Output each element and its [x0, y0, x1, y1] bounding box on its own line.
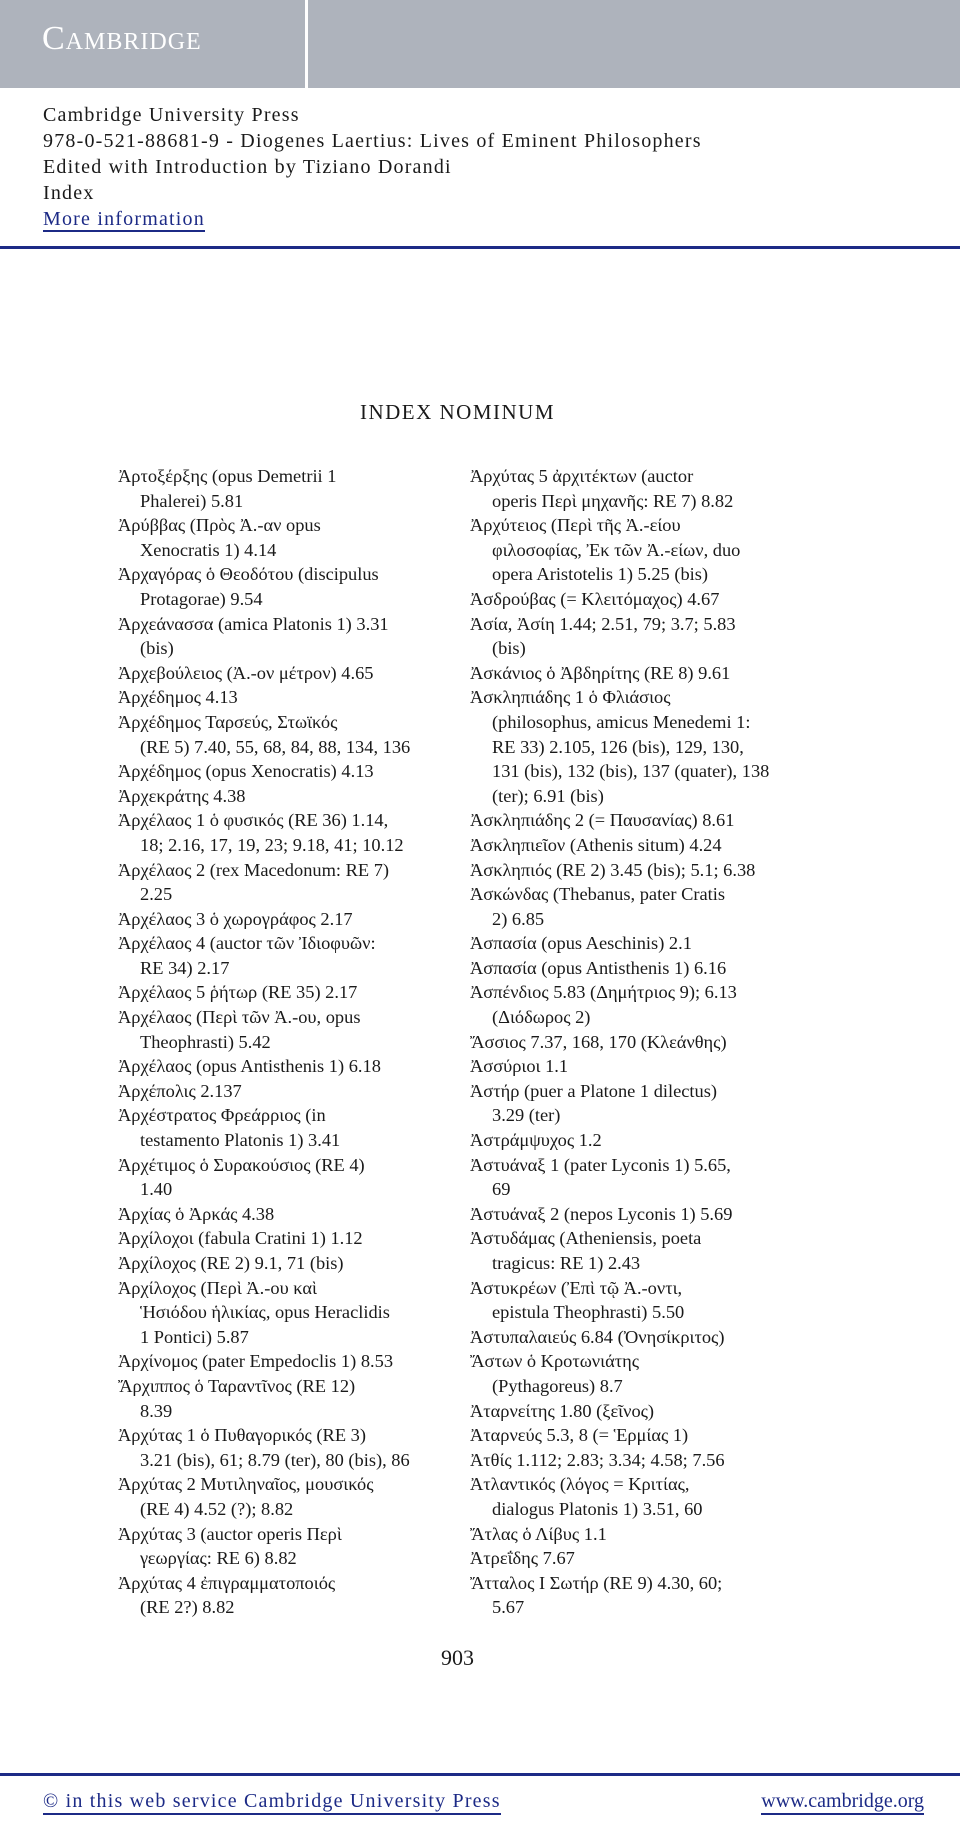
index-entry-line: Ἀρτοξέρξης (opus Demetrii 1 [118, 466, 337, 486]
index-entry-line: Ἀρύββας (Πρὸς Ἀ.-αν opus [118, 515, 321, 536]
index-entry-line: Ἀτλαντικός (λόγος = Κριτίας, [470, 1474, 690, 1495]
index-entry-line: Ἀρχύτας 2 Μυτιληναῖος, μουσικός [118, 1474, 374, 1495]
index-entry-line: Ἀσκληπιεῖον (Athenis situm) 4.24 [470, 834, 722, 855]
index-entry-line: (RE 4) 4.52 (?); 8.82 [140, 1498, 294, 1519]
index-entry [118, 1374, 458, 1423]
index-entry [470, 858, 810, 883]
index-entry-line: Ἀστήρ (puer a Platone 1 dilectus) [470, 1080, 718, 1101]
index-entry-line: Ἀσκώνδας (Thebanus, pater Cratis [470, 884, 725, 905]
index-entry-line: (Pythagoreus) 8.7 [492, 1375, 623, 1396]
header-banner [0, 0, 960, 88]
index-entry-line: Xenocratis 1) 4.14 [140, 539, 277, 560]
index-entry-line: Ἀσκάνιος ὁ Ἀβδηρίτης (RE 8) 9.61 [470, 662, 731, 683]
index-entry [118, 1054, 458, 1079]
index-entry [470, 956, 810, 981]
index-entry-line: (ter); 6.91 (bis) [492, 785, 604, 806]
index-entry-line: Ἀστυκρέων (Ἐπὶ τῷ Ἀ.-οντι, [470, 1277, 683, 1298]
publisher-line: Cambridge University Press [43, 104, 300, 126]
index-entry-line: Ἀρχύτας 1 ὁ Πυθαγορικός (RE 3) [118, 1425, 366, 1446]
index-entry-line: Ἀστράμψυχος 1.2 [470, 1130, 602, 1151]
index-entry [118, 980, 458, 1005]
index-entry [118, 858, 458, 907]
index-entry-line: RE 33) 2.105, 126 (bis), 129, 130, [492, 736, 744, 757]
index-entry-line: Ἀρχέλαος (Περὶ τῶν Ἀ.-ου, opus [118, 1007, 361, 1028]
index-entry [118, 1276, 458, 1350]
index-entry-line: Ἀσπένδιος 5.83 (Δημήτριος 9); 6.13 [470, 982, 737, 1003]
index-entry [118, 1079, 458, 1104]
index-entry [470, 1423, 810, 1448]
index-entry-line: Ἄτλας ὁ Λίβυς 1.1 [470, 1523, 607, 1544]
index-entry-line: Ἀσπασία (opus Antisthenis 1) 6.16 [470, 957, 727, 978]
index-entry-line: epistula Theophrasti) 5.50 [492, 1302, 685, 1323]
index-entry [470, 612, 810, 661]
index-entry-line: Ἀταρνεύς 5.3, 8 (= Ἑρμίας 1) [470, 1425, 689, 1446]
index-entry [470, 980, 810, 1029]
index-entry [118, 1251, 458, 1276]
page-number: 903 [441, 1645, 474, 1670]
index-entry-line: Ἀσπασία (opus Aeschinis) 2.1 [470, 933, 692, 954]
index-entry-line: Ἀστυδάμας (Atheniensis, poeta [470, 1228, 702, 1249]
index-entry-line: Ἀρχέλαος (opus Antisthenis 1) 6.18 [118, 1056, 381, 1077]
index-entry [118, 1005, 458, 1054]
index-entry-line: Ἀρχέλαος 3 ὁ χωρογράφος 2.17 [118, 908, 353, 929]
index-entry-line: 69 [492, 1179, 511, 1200]
index-entry-line: dialogus Platonis 1) 3.51, 60 [492, 1498, 703, 1519]
more-information-link[interactable]: More information [43, 208, 205, 230]
index-entry [118, 513, 458, 562]
index-entry [470, 1276, 810, 1325]
index-entry [470, 1349, 810, 1398]
index-entry [118, 1202, 458, 1227]
index-entry-line: (philosophus, amicus Menedemi 1: [492, 711, 751, 732]
index-entry [118, 1423, 458, 1472]
index-entry [470, 931, 810, 956]
index-entry-line: Ἀτθίς 1.112; 2.83; 3.34; 4.58; 7.56 [470, 1449, 725, 1470]
index-entry-line: 18; 2.16, 17, 19, 23; 9.18, 41; 10.12 [140, 834, 404, 855]
banner-divider [305, 0, 308, 88]
index-entry-line: φιλοσοφίας, Ἐκ τῶν Ἀ.-είων, duo [492, 539, 741, 560]
index-entry [470, 1079, 810, 1128]
index-entry [470, 833, 810, 858]
index-entry-line: (bis) [492, 638, 526, 659]
index-entry-line: Ἀστυπαλαιεύς 6.84 (Ὀνησίκριτος) [470, 1326, 725, 1347]
index-entry-line: Ἀρχέτιμος ὁ Συρακούσιος (RE 4) [118, 1154, 365, 1175]
index-entry-line: Ἀρχεάνασσα (amica Platonis 1) 3.31 [118, 613, 389, 634]
index-entry-line: Ἀρχίλοχοι (fabula Cratini 1) 1.12 [118, 1228, 363, 1249]
index-entry [118, 907, 458, 932]
index-entry-line: Ἀστυάναξ 1 (pater Lyconis 1) 5.65, [470, 1154, 731, 1175]
index-entry-line: Ἀρχύτειος (Περὶ τῆς Ἀ.-είου [470, 515, 681, 536]
index-entry-line: Ἀρχέλαος 4 (auctor τῶν Ἰδιοφυῶν: [118, 933, 376, 954]
index-entry-line: tragicus: RE 1) 2.43 [492, 1253, 641, 1273]
index-entry [118, 562, 458, 611]
index-entry-line: 2.25 [140, 884, 173, 905]
index-entry [118, 612, 458, 661]
index-entry-line: Ἄρχιππος ὁ Ταραντῖνος (RE 12) [118, 1375, 356, 1396]
index-entry [470, 513, 810, 587]
index-entry [470, 1448, 810, 1473]
index-entry [118, 1226, 458, 1251]
index-entry [118, 1153, 458, 1202]
index-entry [470, 1399, 810, 1424]
index-entry-line: 5.67 [492, 1597, 525, 1618]
footer-divider [0, 1773, 960, 1776]
book-info [43, 102, 702, 232]
index-entry [470, 661, 810, 686]
index-column-right [470, 464, 810, 1620]
index-entry [118, 1522, 458, 1571]
index-entry-line: Ἀρχέλαος 5 ῥήτωρ (RE 35) 2.17 [118, 982, 358, 1003]
index-entry [470, 587, 810, 612]
index-entry-line: Ἀρχέδημος 4.13 [118, 687, 238, 708]
index-entry [470, 1030, 810, 1055]
index-entry-line: Ἀρχεβούλειος (Ἀ.-ον μέτρον) 4.65 [118, 662, 374, 683]
index-entry-line: Ἡσιόδου ἡλικίας, opus Heraclidis [140, 1302, 390, 1323]
index-entry-line: (RE 2?) 8.82 [140, 1597, 235, 1618]
index-entry [118, 808, 458, 857]
index-entry [470, 882, 810, 931]
index-column-left [118, 464, 458, 1620]
index-entry-line: Ἀρχεκράτης 4.38 [118, 785, 246, 806]
index-entry-line: Phalerei) 5.81 [140, 490, 244, 511]
index-entry [118, 931, 458, 980]
index-entry [118, 759, 458, 784]
index-entry-line: Ἀσδρούβας (= Κλειτόμαχος) 4.67 [470, 588, 720, 609]
index-entry-line: Ἄτταλος Ι Σωτήρ (RE 9) 4.30, 60; [470, 1572, 723, 1593]
index-entry-line: Ἀρχίλοχος (Περὶ Ἀ.-ου καὶ [118, 1277, 317, 1298]
index-entry-line: 1 Pontici) 5.87 [140, 1326, 249, 1347]
index-entry-line: Ἀρχίνομος (pater Empedoclis 1) 8.53 [118, 1351, 394, 1372]
index-entry-line: Ἀρχύτας 4 ἐπιγραμματοποιός [118, 1572, 336, 1593]
index-entry-line: (RE 5) 7.40, 55, 68, 84, 88, 134, 136 [140, 736, 411, 757]
index-entry [118, 1571, 458, 1620]
index-entry-line: (bis) [140, 638, 174, 659]
index-entry-line: 8.39 [140, 1400, 173, 1421]
index-entry-line: Ἀρχέλαος 1 ὁ φυσικός (RE 36) 1.14, [118, 810, 389, 831]
index-entry-line: Ἀσσύριοι 1.1 [470, 1056, 569, 1077]
index-entry-line: Ἀσία, Ἀσίη 1.44; 2.51, 79; 3.7; 5.83 [470, 613, 736, 634]
index-entry-line: 131 (bis), 132 (bis), 137 (quater), 138 [492, 761, 770, 782]
index-entry-line: Ἀρχέδημος (opus Xenocratis) 4.13 [118, 761, 374, 782]
index-entry-line: Ἀρχύτας 5 ἀρχιτέκτων (auctor [470, 466, 694, 486]
index-entry-line: Ἀταρνείτης 1.80 (ξεῖνος) [470, 1400, 655, 1421]
index-entry [118, 710, 458, 759]
section-line: Index [43, 182, 95, 204]
index-entry [118, 685, 458, 710]
website-link[interactable]: www.cambridge.org [761, 1790, 924, 1815]
index-entry-line: Ἀρχέπολις 2.137 [118, 1080, 242, 1101]
index-entry-line: Ἀρχέδημος Ταρσεύς, Στωϊκός [118, 711, 338, 732]
index-entry-line: Ἀσκληπιάδης 2 (= Παυσανίας) 8.61 [470, 810, 735, 831]
cambridge-logo: Cambridge [42, 20, 202, 57]
index-title: INDEX NOMINUM [359, 400, 556, 424]
index-entry-line: (Διόδωρος 2) [492, 1007, 591, 1028]
index-entry-line: γεωργίας: RE 6) 8.82 [140, 1548, 297, 1569]
book-title-line: 978-0-521-88681-9 - Diogenes Laertius: Lives of Eminent Philosophers [43, 130, 702, 152]
index-entry-line: Protagorae) 9.54 [140, 588, 263, 609]
index-entry-line: Ἀρχίας ὁ Ἀρκάς 4.38 [118, 1203, 275, 1224]
index-entry [118, 1349, 458, 1374]
index-entry-line: Ἀσκληπιός (RE 2) 3.45 (bis); 5.1; 6.38 [470, 859, 756, 880]
index-entry-line: Ἀρχίλοχος (RE 2) 9.1, 71 (bis) [118, 1253, 344, 1273]
index-entry [470, 1054, 810, 1079]
index-entry [118, 1472, 458, 1521]
copyright-link[interactable]: © in this web service Cambridge University Press [43, 1790, 501, 1815]
index-entry-line: 1.40 [140, 1179, 173, 1200]
index-entry-line: operis Περὶ μηχανῆς: RE 7) 8.82 [492, 490, 734, 511]
index-entry-line: Ἀσκληπιάδης 1 ὁ Φλιάσιος [470, 687, 671, 708]
index-entry-line: Ἀρχέλαος 2 (rex Macedonum: RE 7) [118, 859, 390, 880]
index-entry [470, 464, 810, 513]
editor-line: Edited with Introduction by Tiziano Dorandi [43, 156, 452, 178]
index-entry [470, 1153, 810, 1202]
index-entry-line: 3.29 (ter) [492, 1105, 561, 1126]
index-entry [470, 808, 810, 833]
index-entry-line: opera Aristotelis 1) 5.25 (bis) [492, 564, 709, 585]
index-entry [470, 1571, 810, 1620]
index-entry-line: Theophrasti) 5.42 [140, 1031, 271, 1052]
index-entry [470, 1546, 810, 1571]
index-entry [118, 661, 458, 686]
index-entry [118, 1103, 458, 1152]
index-entry-line: RE 34) 2.17 [140, 957, 230, 978]
index-entry [470, 1522, 810, 1547]
index-entry-line: Ἀστυάναξ 2 (nepos Lyconis 1) 5.69 [470, 1203, 733, 1224]
index-entry [118, 784, 458, 809]
index-entry [470, 1128, 810, 1153]
index-entry [118, 464, 458, 513]
index-entry-line: Ἀρχαγόρας ὁ Θεοδότου (discipulus [118, 564, 379, 585]
index-entry [470, 1226, 810, 1275]
index-entry-line: 3.21 (bis), 61; 8.79 (ter), 80 (bis), 86 [140, 1449, 410, 1470]
index-entry-line: Ἀρχέστρατος Φρεάρριος (in [118, 1105, 326, 1126]
index-entry [470, 685, 810, 808]
header-divider [0, 246, 960, 249]
index-entry-line: testamento Platonis 1) 3.41 [140, 1130, 341, 1151]
index-entry [470, 1472, 810, 1521]
index-entry-line: Ἄσσιος 7.37, 168, 170 (Κλεάνθης) [470, 1031, 727, 1052]
index-entry [470, 1325, 810, 1350]
index-entry-line: Ἀτρεΐδης 7.67 [470, 1548, 575, 1569]
index-entry-line: 2) 6.85 [492, 908, 545, 929]
index-entry-line: Ἀρχύτας 3 (auctor operis Περὶ [118, 1523, 342, 1544]
index-entry-line: Ἄστων ὁ Κροτωνιάτης [470, 1351, 639, 1372]
index-entry [470, 1202, 810, 1227]
